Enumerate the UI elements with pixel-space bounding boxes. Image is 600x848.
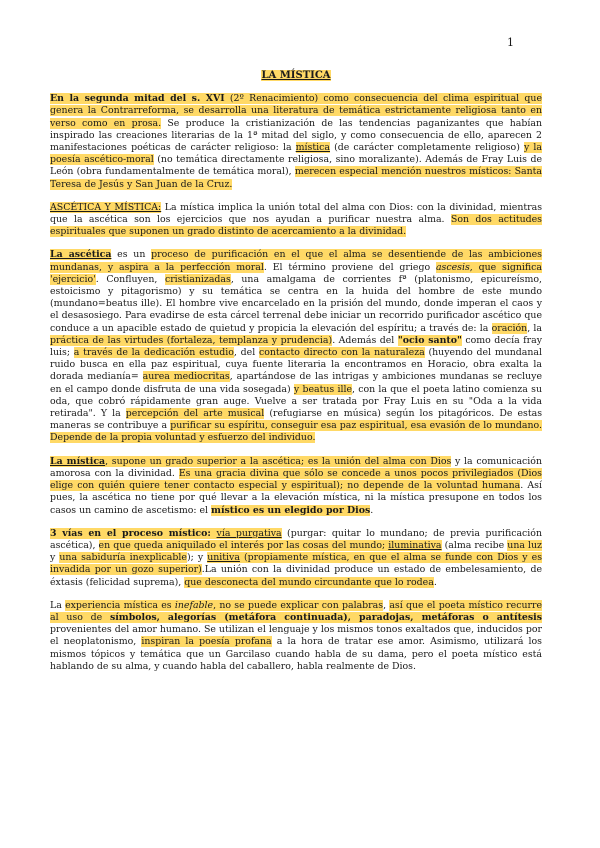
- highlight: una sabiduría inexplicable: [59, 552, 187, 564]
- highlight: ascesis: [435, 261, 470, 273]
- highlight: inefable: [174, 599, 214, 611]
- text-run: y: [50, 552, 60, 564]
- document-title: [50, 70, 542, 82]
- highlight: y beatus ille: [293, 383, 353, 395]
- highlight: símbolos, alegorías (metáfora continuada), paradojas, metáforas o antítesis: [109, 611, 542, 623]
- highlight: iluminativa: [388, 539, 442, 551]
- highlight: experiencia mística es: [65, 599, 175, 611]
- highlight: purificar su espíritu, conseguir esa paz espiritual, esa evasión de lo mundano.: [170, 420, 542, 432]
- text-run: (purgar: quitar lo mundano; de previa purificación ascética),: [50, 527, 542, 551]
- text-run: , una amalgama de corrientes fª (platonismo, epicureísmo, estoicismo y pitagorismo) y su temática se centra en la huida del hombre de este mundo (mundano=beatus ille). El hombre vive encarcelado en la prisión del mundo, donde imperan el caos y el desasosiego. Para evadirse de esta cárcel terrenal debe iniciar un recorrido purificador ascético que conduce a un apacible estado de quietud y propicia la elevación del espíritu; a través de: la: [50, 273, 542, 334]
- highlight: 3 vías en el proceso místico:: [50, 527, 217, 539]
- text-run: La mística implica la unión total del alma con Dios: con la divinidad, mientras que la ascética son los ejercicios que nos ayudan a purificar nuestra alma.: [50, 201, 543, 226]
- document-body: [50, 70, 542, 684]
- text-run: , apartándose de las intrigas y ambiciones mundanas se recluye en el campo donde disfruta de una vida sosegada): [50, 371, 542, 395]
- highlight: en que queda aniquilado el interés por las cosas del mundo;: [98, 539, 389, 551]
- text-run: ,: [383, 599, 390, 611]
- highlight: vía purgativa: [216, 527, 282, 539]
- text-run: , con la que el poeta latino comienza su oda, que cobró rápidamente gran auge. Vuelve a ser tratada por Fray Luis en su "Oda a la vida retirada". Y la: [50, 383, 542, 420]
- text-run: provenientes del amor humano. Se utilizan el lenguaje y los mismos tonos exaltados que, inducidos por el neoplatonismo,: [50, 624, 542, 648]
- highlight: inspiran la poesía profana: [141, 636, 272, 648]
- text-run: (de carácter completamente religioso): [329, 142, 524, 154]
- text-run: .: [370, 504, 374, 516]
- text-run: a la hora de tratar ese amor. Asimismo, utilizará los mismos tópicos y temática que un Garcilaso cuando habla de su dama, pero el poeta místico está hablando de su alma, y cuando habla del caballero, habla realmente de Dios.: [50, 636, 542, 672]
- highlight: mística: [295, 142, 330, 154]
- highlight: que desconecta del mundo circundante que lo rodea: [184, 576, 434, 588]
- text-run: (no temática directamente religiosa, sino moralizante). Además de Fray Luis de León (obra fundamentalmente de temática moral),: [50, 154, 543, 178]
- highlight: y la poesía ascético-moral: [50, 142, 542, 166]
- highlight: Son dos actitudes espirituales que suponen un grado distinto de acercamiento a la divinidad.: [50, 214, 542, 238]
- text-run: , del: [233, 347, 259, 359]
- paragraph-ascetica: [50, 249, 542, 444]
- highlight: contacto directo con la naturaleza: [258, 347, 425, 359]
- paragraph-intro: [50, 93, 542, 191]
- highlight: a través de la dedicación estudio: [73, 347, 234, 359]
- page-number: 1: [507, 36, 514, 49]
- highlight: , que significa 'ejercicio': [50, 261, 542, 285]
- highlight: merecen especial mención nuestros místicos: Santa Teresa de Jesús y San Juan de la Cruz.: [50, 166, 542, 190]
- highlight: unitiva: [207, 552, 240, 564]
- highlight: Depende de la propia voluntad y esfuerzo del individuo.: [50, 432, 316, 444]
- title-text: LA MÍSTICA: [261, 70, 331, 81]
- text-run: , la: [527, 322, 542, 334]
- text-run: como decía fray luis;: [50, 334, 543, 359]
- highlight: aurea mediocritas: [142, 371, 230, 383]
- highlight: (2º Renacimiento) como consecuencia del clima espiritual que genera la Contrarreforma, se desarrolla una literatura de temática estrictamente religiosa tanto en verso como en prosa.: [50, 93, 542, 129]
- highlight: proceso de purificación en el que el alma se desentiende de las ambiciones mundanas, y aspira a la perfección moral: [50, 249, 542, 273]
- text-run: . Así pues, la ascética no tiene por qué llevar a la elevación mística, ni la mística presupone en todos los casos un camino de ascetismo: el: [50, 480, 542, 516]
- text-run: (alma recibe: [441, 539, 508, 551]
- text-run: . Además del: [332, 334, 398, 346]
- text-run: (refugiarse en música) según los pitagóricos. De estas maneras se contribuye a: [50, 408, 543, 432]
- text-run: . El término proviene del griego: [263, 261, 436, 273]
- highlight: así que el poeta místico recurre al uso de: [50, 599, 543, 623]
- text-run: y la comunicación amorosa con la divinidad.: [50, 455, 542, 479]
- text-run: La: [50, 599, 66, 611]
- highlight: , no se puede explicar con palabras: [213, 599, 384, 611]
- text-run: Se produce la cristianización de las tendencias paganizantes que habían inspirado las creaciones literarias de la 1ª mitad del siglo, y como consecuencia de ello, aparecen 2 manifestaciones poéticas de carácter religioso: la: [50, 117, 542, 154]
- highlight: "ocio santo": [397, 334, 462, 346]
- highlight: La mística: [50, 455, 106, 467]
- highlight: , supone un grado superior a la ascética; es la unión del alma con Dios: [105, 455, 452, 467]
- text-run: .: [433, 576, 437, 588]
- highlight: La ascética: [50, 249, 112, 261]
- highlight: cristianizadas: [164, 273, 231, 285]
- highlight: místico es un elegido por Dios: [211, 504, 371, 516]
- text-run: . Confluyen,: [95, 273, 165, 285]
- paragraph-experiencia: [50, 600, 542, 673]
- highlight: (propiamente mística, en que el alma se funde con Dios y es invadida por un gozo superior): [50, 552, 543, 576]
- highlight: En la segunda mitad del s. XVI: [50, 93, 225, 105]
- paragraph-mistica: [50, 456, 542, 517]
- highlight: práctica de las virtudes (fortaleza, templanza y prudencia): [50, 334, 333, 346]
- text-run: ); y: [186, 552, 208, 564]
- text-run: es un: [111, 249, 152, 261]
- text-run: .La unión con la divinidad produce un estado de embelesamiento, de éxtasis (felicidad suprema),: [50, 564, 542, 588]
- highlight: oración: [491, 322, 528, 334]
- highlight: percepción del arte musical: [125, 408, 265, 420]
- highlight: Es una gracia divina que sólo se concede a unos pocos privilegiados (Dios elige con quién quiere tener contacto especial y espiritual); no depende de la voluntad humana: [50, 467, 542, 492]
- paragraph-ascetica-mistica: [50, 202, 542, 239]
- paragraph-vias: [50, 528, 542, 589]
- highlight: ASCÉTICA Y MÍSTICA:: [50, 201, 162, 213]
- text-run: (huyendo del mundanal ruido busca en ella paz espiritual, cuya fuente literaria la encontramos en Horacio, obra exalta la dorada medianía=: [50, 347, 542, 383]
- highlight: una luz: [507, 539, 542, 551]
